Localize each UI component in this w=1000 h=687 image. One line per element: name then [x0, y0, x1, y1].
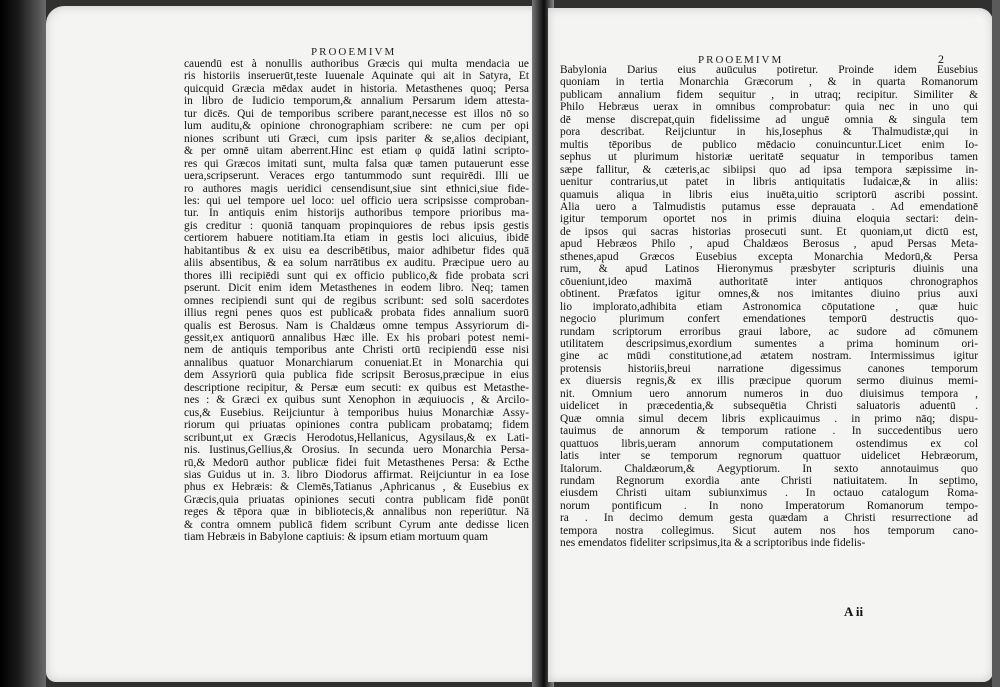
- text-line: quattuos libris,ueram annorum computationem ostendimus ex col: [560, 437, 978, 450]
- text-line: niones scribunt uti Græci, cum ipsis pariter & se,alios decipiant,: [184, 132, 529, 145]
- text-line: uera,scripserunt. Veraces ergo tantummodo sunt requirēdi. Illi ue: [184, 170, 529, 183]
- text-line: dem Assyriorū quia publica fide scripsit Berosus,præcipue in eius: [184, 369, 529, 382]
- text-line: nes : & Græci ex quibus sunt Xenophon in æquiuocis , & Arcilo-: [184, 394, 529, 407]
- text-line: norum pontificum . In nono Imperatorum Romanorum tempo-: [560, 499, 978, 512]
- text-line: publicam annalium fidem sequitur , in utraq; recipitur. Similiter &: [560, 88, 978, 101]
- text-line: latis inter se temporum regnorum quattuor uidelicet Hebræorum,: [560, 450, 978, 463]
- text-line: reges & tēpora quæ in bibliotecis,& annalibus non reperiūtur. Nā: [184, 506, 529, 519]
- text-line: cauendū est à nonullis authoribus Græcis qui multa mendacia ue: [184, 58, 529, 70]
- text-line: illius regni penes quos est publica& probata fides annalium suorū: [184, 307, 529, 320]
- text-line: les: qui uel tempore uel loco: uel officio uera scripsisse comproban-: [184, 194, 529, 207]
- right-page-text: [560, 64, 978, 550]
- text-line: lio implorato,adhibita etiam Astronomica cōputatione , quæ huic: [560, 300, 978, 313]
- text-line: nis. Iustinus,Gellius,& Orosius. In secunda uero Monarchia Persa-: [184, 444, 529, 457]
- text-line: dē mense discrepat,quin fidelissime ad unguē omnia & singula tem: [560, 113, 978, 126]
- text-line: ro authores magis ueridici censendisunt,siue sint ethnici,siue fide-: [184, 182, 529, 195]
- text-line: gis creditur : quoniā tanquam propinquiores de rebus ipsis gestis: [184, 219, 529, 232]
- text-line: negocio plurimum confert emendationes temporū destructis quo-: [560, 313, 978, 326]
- text-line: qualis est Berosus. Nam is Chaldæus omne tempus Assyriorum di-: [184, 319, 529, 332]
- text-line: protensis historiis,breui narratione digessimus canones temporum: [560, 362, 978, 375]
- text-line: rundam Regnorum exordia ante Christi natiuitatem. In septimo,: [560, 474, 978, 487]
- text-line: & per omnē uitam aberrent.Hinc est etiam φ quidā latini scripto-: [184, 145, 529, 158]
- text-line: pserunt. Dicit enim idem Metasthenes in eodem libro. Neq; tamen: [184, 282, 529, 295]
- text-line: rundam scriptorum erroribus graui labore, ac sudore ad cōmunem: [560, 325, 978, 338]
- text-line: sephus ut plurimum historiæ ueritatē sequatur in temporibus tamen: [560, 151, 978, 164]
- text-line: ra . In decimo demum gesta quædam a Christi resurrectione ad: [560, 512, 978, 525]
- text-line: Quæ omnia simul decem libris explicauimus . in primo nāq; dispu-: [560, 412, 978, 425]
- text-line: ris historiis inseruerūt,teste Iuuenale Aquinate qui ait in Satyra, Et: [184, 70, 529, 83]
- text-line: Italorum. Chaldæorum,& Aegyptiorum. In sexto annotauimus quo: [560, 462, 978, 475]
- text-line: phus ex Hebræis: & Clemēs,Tatianus ,Aphricanus , & Eusebius ex: [184, 481, 529, 494]
- text-line: Græcis,quia priuatas opiniones secuti contra publicam fidē ponūt: [184, 493, 529, 506]
- text-line: in libro de Iudicio temporum,& annalium Persarum idem attesta-: [184, 95, 529, 108]
- book-edge: [992, 0, 1000, 687]
- page-number: 2: [938, 52, 944, 66]
- text-line: multis tēporibus de publico mēdacio conuincuntur.Licet enim Io-: [560, 138, 978, 151]
- text-line: pora describat. Reijciuntur in his,Iosephus & Thalmudistæ,qui in: [560, 126, 978, 139]
- text-line: gine ac mūdi constitutione,ad ætatem nostram. Intermissimus igitur: [560, 350, 978, 363]
- running-header: PROOEMIVM: [311, 46, 397, 58]
- text-line: igitur temporum oportet nos in primis diuina eloquia sectari: dein-: [560, 213, 978, 226]
- running-header: PROOEMIVM: [698, 54, 784, 66]
- text-line: obtinent. Præfatos igitur omnes,& nos imitantes diuino prius auxi: [560, 288, 978, 301]
- text-line: nes emendatos fideliter scripsimus,ita & a scriptoribus inde fidelis-: [560, 537, 866, 550]
- text-line: rum, & apud Latinos Hieronymus præsbyter scripturis diuinis una: [560, 263, 978, 276]
- text-line: Babylonia Darius eius auūculus potiretur. Proinde idem Eusebius: [560, 64, 978, 76]
- text-line: nit. Omnium uero annorum numeros in duo diuisimus tempora ,: [560, 387, 978, 400]
- text-line: cōueniunt,ideo maximā authoritatē inter antiquos chronographos: [560, 275, 978, 288]
- text-line: quoniam in tertia Monarchia Græcorum , & in quarta Romanorum: [560, 76, 978, 89]
- text-line: quamuis aliqua in libris eius inuēta,uitio scriptorū ascribi possint.: [560, 188, 978, 201]
- text-line: ex diuersis regnis,& ex illis præcipue quorum sermo diuinus memi-: [560, 375, 978, 388]
- text-line: tauimus de annorum & temporum ratione . In succedentibus uero: [560, 425, 978, 438]
- text-line: eiusdem Christi uitam subiunximus . In octauo catalogum Roma-: [560, 487, 978, 500]
- text-line: cus,& Eusebius. Reijciuntur à temporibus huius Monarchiæ Assy-: [184, 406, 529, 419]
- text-line: sias Guidus ut in. 3. libro Diodorus affirmat. Reijciuntur in ea Iose: [184, 468, 529, 481]
- text-line: descriptione recipitur, & Persæ eum secuti: ex quibus est Metasthe-: [184, 381, 529, 394]
- text-line: annalibus quatuor Monarchiarum conueniat.Et in Monarchia qui: [184, 356, 529, 369]
- text-line: & contra omnem publicā fidem scribunt Cyrum ante dedisse licen: [184, 518, 529, 531]
- text-line: nem de antiquis temporibus ante Christi ortū recipiendū esse nisi: [184, 344, 529, 357]
- text-line: sæpe fallitur, & cæteris,ac sibiipsi quo ad ipsa tempora sæpissime in-: [560, 163, 978, 176]
- text-line: riorum qui priuatas opiniones contra publicam probatamq; fidem: [184, 419, 529, 432]
- text-line: utilitatem descripsimus,exordium sumentes a prima hominum ori-: [560, 337, 978, 350]
- book-shadow: [0, 0, 46, 687]
- text-line: res qui Græcos imitati sunt, multa falsa quæ tamen putauerunt esse: [184, 157, 529, 170]
- left-page-text: [184, 58, 529, 544]
- text-line: Alia uero a Talmudistis putamus esse deprauata . Ad emendationē: [560, 200, 978, 213]
- text-line: Philo Hebræus uerax in omnibus comprobatur: quia nec in uno qui: [560, 101, 978, 114]
- left-page: [46, 6, 538, 682]
- text-line: gessit,ex antiquorū annalibus Hæc ille. Ex his probari potest nemi-: [184, 331, 529, 344]
- text-line: rū,& Medorū author publicæ fidei fuit Metasthenes Persa: & Ecthe: [184, 456, 529, 469]
- text-line: sthenes,apud Græcos Eusebius excepta Monarchia Medorū,& Persa: [560, 250, 978, 263]
- signature-mark: A ii: [844, 604, 864, 619]
- text-line: aliis absentibus, & ea solum narrātibus ex auditu. Præcipue uero au: [184, 257, 529, 270]
- text-line: tempora nostra collegimus. Sicut autem nos hos temporum cano-: [560, 524, 978, 537]
- text-line: uidelicet in præcedentia,& subsequētia Christi saluatoris aduentū .: [560, 400, 978, 413]
- text-line: quicquid Græcia mēdax audet in historia. Metasthenes quoq; Persa: [184, 82, 529, 95]
- text-line: de ipsos qui sacras historias prosecuti sunt. Et quoniam,ut dictū est,: [560, 225, 978, 238]
- text-line: scribunt,ut ex Græcis Herodotus,Hellanicus, Agysilaus,& ex Lati-: [184, 431, 529, 444]
- text-line: tur dicēs. Qui de temporibus scribere parant,necesse est illos nō so: [184, 107, 529, 120]
- text-line: thores illi recipiēdi sunt qui ex officio publico,& fide probata scri: [184, 269, 529, 282]
- text-line: apud Hebræos Philo , apud Chaldæos Berosus , apud Persas Meta-: [560, 238, 978, 251]
- text-line: omnes recipiendi sunt qui de regibus scribunt: sed solū sacerdotes: [184, 294, 529, 307]
- text-line: tur. In antiquis enim historijs authoribus tempore prioribus ma-: [184, 207, 529, 220]
- text-line: lum auditu,& opinione chronographiam scribere: ne cum per opi: [184, 120, 529, 133]
- text-line: habitantibus & ex uisu ea describētibus, maior adhibetur fides quā: [184, 244, 529, 257]
- right-page: [548, 8, 993, 682]
- text-line: certiorem habuere notitiam.Ita etiam in gestis loci alicuius, ibidē: [184, 232, 529, 245]
- text-line: tiam Hebræis in Babylone captiuis: & ipsum etiam mortuum quam: [184, 531, 489, 544]
- text-line: uenitur contrarius,ut patet in libris antiquitatis Iudaicæ,& in aliis:: [560, 176, 978, 189]
